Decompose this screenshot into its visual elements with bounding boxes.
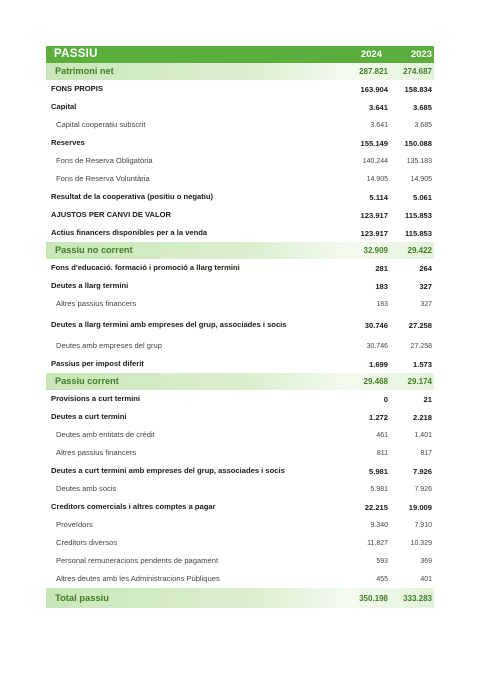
value-2024: 5.981 xyxy=(368,466,388,476)
value-2023: 327 xyxy=(420,300,432,308)
table-row xyxy=(46,534,434,552)
value-2024: 140.244 xyxy=(362,157,388,165)
value-2023: 7.926 xyxy=(412,466,432,476)
row-label: Provisions a curt termini xyxy=(51,393,141,403)
value-2024: 5.981 xyxy=(370,485,388,493)
value-2024: 22.215 xyxy=(364,502,388,512)
row-label: Personal remuneracions pendents de pagament xyxy=(56,555,219,565)
value-2024: 30.746 xyxy=(364,320,388,330)
table-row xyxy=(46,408,434,426)
value-2023: 401 xyxy=(420,575,432,583)
row-label: Resultat de la cooperativa (positiu o negatiu) xyxy=(51,191,214,201)
value-2024: 811 xyxy=(376,449,388,457)
balance-sheet-liabilities xyxy=(46,46,434,608)
row-label: Altres passius financers xyxy=(56,298,137,308)
value-2023: 3.685 xyxy=(412,102,432,112)
table-row xyxy=(46,170,434,188)
value-2024: 14.905 xyxy=(366,175,388,183)
row-label: Deutes a llarg termini amb empreses del grup, associades i socis xyxy=(51,319,287,329)
table-row xyxy=(46,462,434,480)
value-2024: 593 xyxy=(376,557,388,565)
row-label: Passius per impost diferit xyxy=(51,358,144,368)
value-2023: 29.174 xyxy=(407,377,432,386)
table-row xyxy=(46,444,434,462)
value-2024: 32.909 xyxy=(363,246,388,255)
value-2023: 19.009 xyxy=(408,502,432,512)
row-label: Deutes amb empreses del grup xyxy=(56,340,162,350)
table-title: PASSIU xyxy=(54,47,98,60)
row-label: Deutes amb entitats de crèdit xyxy=(56,429,155,439)
table-row xyxy=(46,224,434,242)
table-row xyxy=(46,98,434,116)
table-row xyxy=(46,116,434,134)
row-label: AJUSTOS PER CANVI DE VALOR xyxy=(51,209,171,219)
row-label: Deutes a curt termini xyxy=(51,411,127,421)
row-label: Deutes a llarg termini xyxy=(51,280,129,290)
section-row xyxy=(46,63,434,80)
row-label: Creditors diversos xyxy=(56,537,118,547)
value-2023: 115.853 xyxy=(404,228,432,238)
table-row xyxy=(46,480,434,498)
row-label: Fons de Reserva Obligatòria xyxy=(56,155,153,165)
row-label: Deutes amb socis xyxy=(56,483,117,493)
value-2023: 115.853 xyxy=(404,210,432,220)
value-2024: 123.917 xyxy=(360,210,388,220)
value-2023: 274.687 xyxy=(403,67,432,76)
value-2024: 3.641 xyxy=(370,121,388,129)
row-label: Proveïdors xyxy=(56,519,93,529)
value-2024: 11.827 xyxy=(367,539,388,547)
value-2024: 5.114 xyxy=(369,192,388,202)
value-2024: 0 xyxy=(383,394,388,404)
value-2023: 369 xyxy=(420,557,432,565)
value-2024: 30.746 xyxy=(366,342,388,350)
row-label: Capital xyxy=(51,101,77,111)
table-row xyxy=(46,295,434,313)
value-2023: 5.061 xyxy=(412,192,432,202)
value-2024: 1.699 xyxy=(368,359,388,369)
value-2023: 333.283 xyxy=(403,593,432,603)
value-2023: 135.183 xyxy=(406,157,432,165)
value-2024: 350.198 xyxy=(359,593,388,603)
section-row xyxy=(46,242,434,259)
value-2023: 27.258 xyxy=(408,320,432,330)
table-row xyxy=(46,80,434,98)
table-row xyxy=(46,355,434,373)
value-2023: 264 xyxy=(419,263,432,273)
row-label: Altres passius financers xyxy=(56,447,137,457)
value-2024: 287.821 xyxy=(359,67,388,76)
value-2024: 29.468 xyxy=(363,377,388,386)
table-row xyxy=(46,277,434,295)
value-2024: 3.641 xyxy=(368,102,388,112)
value-2024: 155.149 xyxy=(360,138,388,148)
year-2024-header: 2024 xyxy=(360,49,382,60)
value-2023: 327 xyxy=(419,281,432,291)
table-row xyxy=(46,498,434,516)
value-2023: 817 xyxy=(420,449,432,457)
row-label: FONS PROPIS xyxy=(51,83,103,93)
value-2023: 21 xyxy=(423,394,432,404)
row-label: Total passiu xyxy=(55,591,110,603)
table-row xyxy=(46,426,434,444)
table-row xyxy=(46,152,434,170)
row-label: Deutes a curt termini amb empreses del grup, associades i socis xyxy=(51,465,285,475)
table-row xyxy=(46,313,434,337)
value-2023: 27.258 xyxy=(410,342,432,350)
table-row xyxy=(46,206,434,224)
table-row xyxy=(46,390,434,408)
table-row xyxy=(46,337,434,355)
value-2023: 1.401 xyxy=(414,431,432,439)
value-2023: 14.905 xyxy=(410,175,432,183)
value-2023: 150.088 xyxy=(404,138,432,148)
table-row xyxy=(46,188,434,206)
table-row xyxy=(46,516,434,534)
row-label: Fons d'educació. formació i promoció a llarg termini xyxy=(51,262,240,272)
row-label: Passiu corrent xyxy=(55,376,119,387)
table-body xyxy=(46,63,434,608)
value-2023: 1.573 xyxy=(412,359,432,369)
table-row xyxy=(46,552,434,570)
value-2024: 183 xyxy=(375,281,388,291)
value-2024: 183 xyxy=(376,300,388,308)
row-label: Patrimoni net xyxy=(55,66,114,77)
row-label: Fons de Reserva Voluntària xyxy=(56,173,150,183)
total-row xyxy=(46,588,434,608)
row-label: Capital cooperatiu subscrit xyxy=(56,119,146,129)
value-2023: 3.685 xyxy=(414,121,432,129)
value-2024: 9.340 xyxy=(370,521,388,529)
value-2024: 163.904 xyxy=(360,84,388,94)
table-row xyxy=(46,259,434,277)
value-2024: 123.917 xyxy=(360,228,388,238)
row-label: Reserves xyxy=(51,137,85,147)
table-header xyxy=(46,46,434,63)
value-2024: 1.272 xyxy=(368,412,388,422)
value-2023: 29.422 xyxy=(407,246,432,255)
value-2023: 7.910 xyxy=(414,521,432,529)
value-2023: 10.329 xyxy=(410,539,432,547)
table-row xyxy=(46,570,434,588)
table-row xyxy=(46,134,434,152)
section-row xyxy=(46,373,434,390)
value-2023: 7.926 xyxy=(414,485,432,493)
value-2023: 158.834 xyxy=(404,84,432,94)
row-label: Actius financers disponibles per a la venda xyxy=(51,227,208,237)
year-2023-header: 2023 xyxy=(410,49,432,60)
value-2023: 2.218 xyxy=(412,412,432,422)
value-2024: 455 xyxy=(376,575,388,583)
row-label: Passiu no corrent xyxy=(55,245,133,256)
value-2024: 461 xyxy=(376,431,388,439)
row-label: Creditors comercials i altres comptes a pagar xyxy=(51,501,216,511)
row-label: Altres deutes amb les Administracions Públiques xyxy=(56,573,220,583)
value-2024: 281 xyxy=(375,263,388,273)
